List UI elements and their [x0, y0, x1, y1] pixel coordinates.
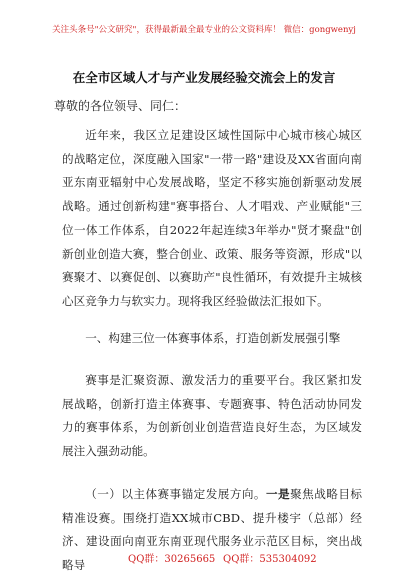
footer-qq-group-1: QQ群：30265665 — [128, 554, 216, 565]
header-promo-note: 关注头条号"公文研究"，获得最新最全最专业的公文资料库！ 微信：gongwenyj — [52, 25, 356, 35]
subsection-1-lead: 一是 — [266, 487, 291, 501]
salutation: 尊敬的各位领导、同仁： — [54, 99, 187, 113]
subsection-1-text: 聚焦战略目标精准设赛。围绕打造XX城市CBD、提升楼宇（总部）经济、建设面向南亚东南亚现代服务业示范区目标，突出战略导 — [62, 487, 362, 573]
section-heading-1: 一、构建三位一体赛事体系，打造创新发展强引擎 — [85, 331, 341, 345]
section-1-paragraph: 赛事是汇聚资源、激发活力的重要平台。我区紧扣发展战略，创新打造主体赛事、专题赛事、特色活动协同发力的赛事体系，为创新创业创造营造良好生态，为区域发展注入强劲动能。 — [62, 373, 362, 459]
footer-qq-group-2: QQ群：535304092 — [223, 554, 317, 565]
intro-paragraph: 近年来，我区立足建设区域性国际中心城市核心城区的战略定位，深度融入国家"一带一路"建设及XX省面向南亚东南亚辐射中心发展战略，坚定不移实施创新驱动发展战略。通过创新构建"赛事搭台、人才唱戏、产业赋能"三位一体工作体系，自2022年起连续3年举办"贤才聚盘"创新创业创造大赛，整合创业、政策、服务等资源，形成"以赛聚才、以赛促创、以赛助产"良性循环，有效提升主城核心区竞争力与软实力。现将我区经验做法汇报如下。 — [62, 128, 362, 308]
document-title: 在全市区域人才与产业发展经验交流会上的发言 — [72, 70, 336, 85]
subsection-1-prefix: （一）以主体赛事锚定发展方向。 — [85, 487, 266, 501]
